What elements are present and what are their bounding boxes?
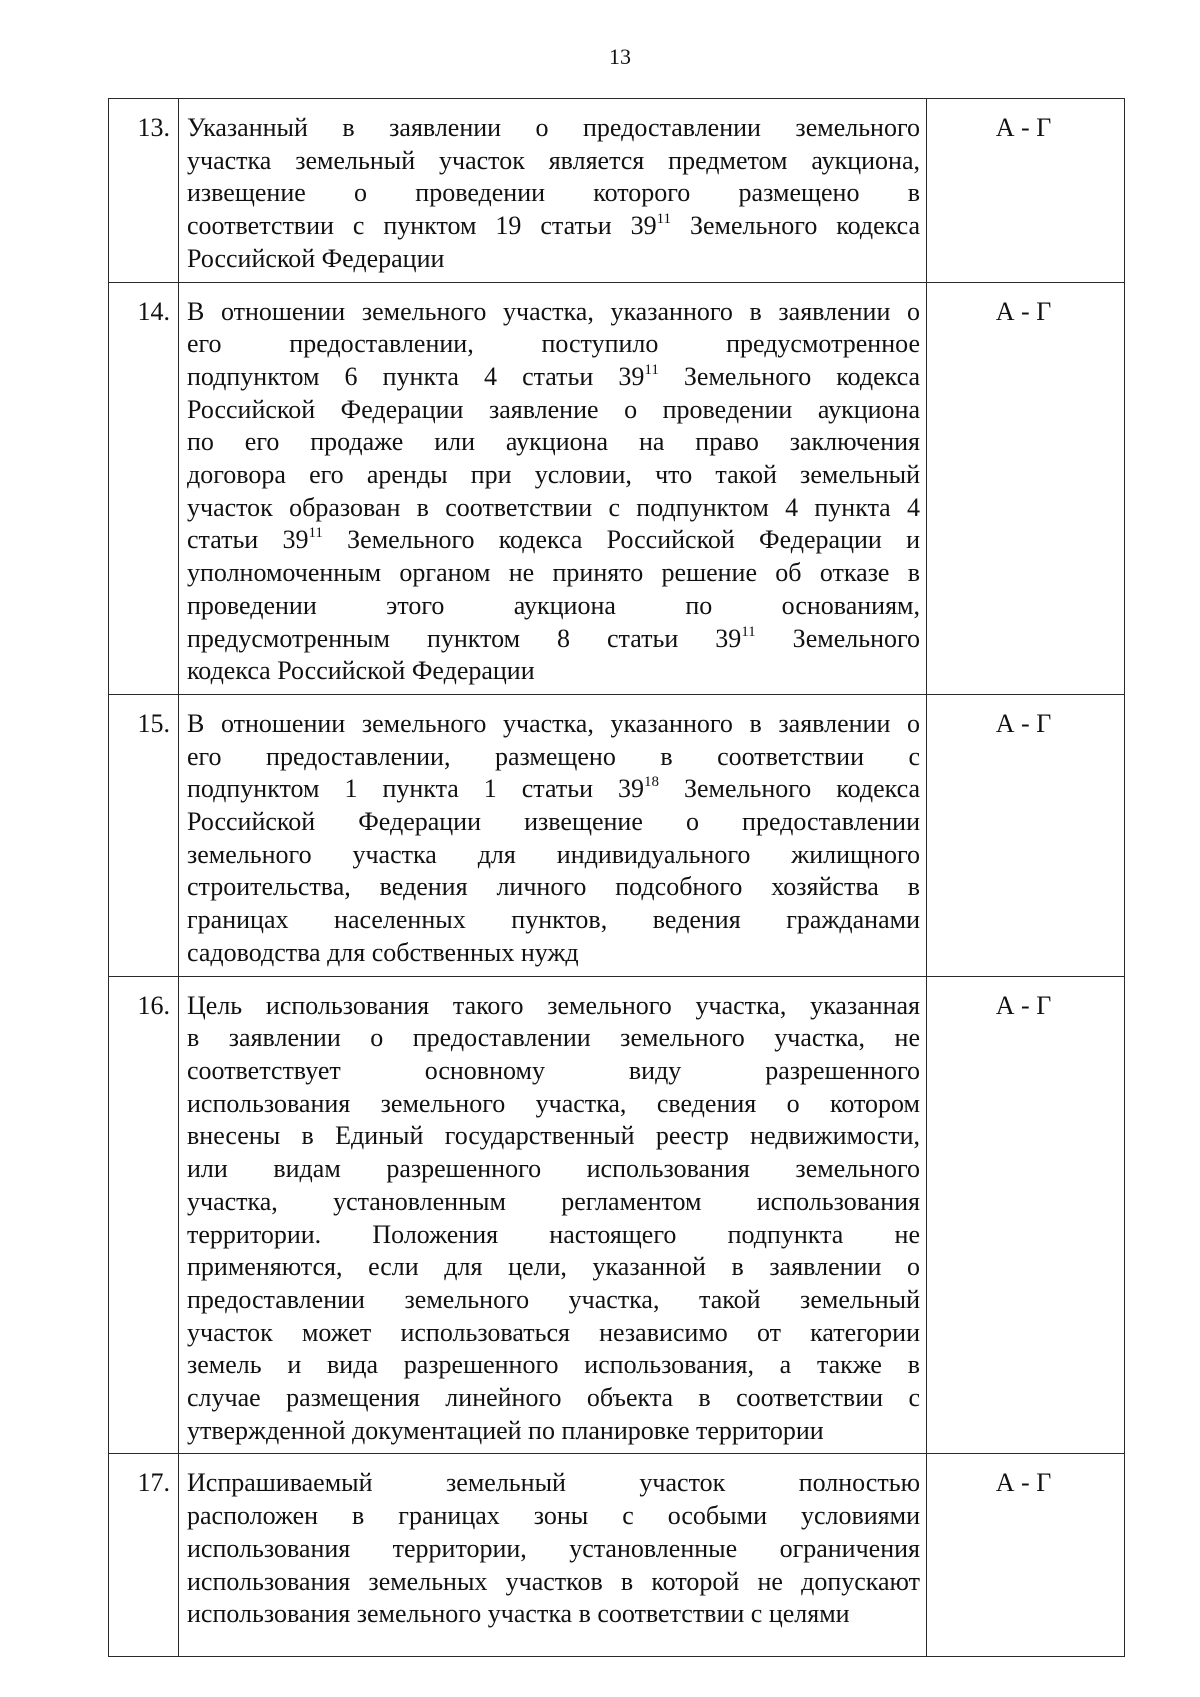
row-code: А - Г (927, 1454, 1125, 1657)
row-code: А - Г (927, 694, 1125, 976)
text-fragment: предусмотренным пунктом 8 статьи 39 (187, 623, 742, 653)
text-line: использования территории, установленные ограничения (187, 1533, 920, 1563)
table-row (109, 99, 1125, 283)
text-line: В отношении земельного участка, указанного в заявлении о (187, 296, 920, 326)
text-line: участок образован в соответствии с подпунктом 4 пункта 4 (187, 492, 920, 522)
text-line (187, 524, 920, 557)
row-text (179, 282, 927, 694)
text-line: извещение о проведении которого размещено в (187, 178, 920, 208)
page-number: 13 (609, 44, 631, 69)
text-line: применяются, если для цели, указанной в заявлении о (187, 1252, 920, 1282)
text-fragment: Земельного кодекса (658, 774, 920, 804)
text-fragment: соответствии с пунктом 19 статьи 39 (187, 211, 657, 241)
text-fragment: подпунктом 1 пункта 1 статьи 39 (187, 774, 644, 804)
row-number: 15. (109, 694, 179, 976)
superscript: 11 (741, 623, 756, 640)
text-line: использования земельного участка, сведения о котором (187, 1088, 920, 1118)
text-line: Российской Федерации (187, 243, 445, 273)
text-line: соответствует основному виду разрешенного (187, 1055, 920, 1085)
superscript: 18 (643, 774, 659, 791)
text-line: земель и вида разрешенного использования, а также в (187, 1350, 920, 1380)
text-line: по его продаже или аукциона на право заключения (187, 427, 920, 457)
text-fragment: Земельного кодекса Российской Федерации и (322, 525, 920, 555)
text-line: использования земельных участков в которой не допускают (187, 1566, 920, 1596)
text-line: договора его аренды при условии, что такой земельный (187, 460, 920, 490)
text-line: строительства, ведения личного подсобного хозяйства в (187, 872, 920, 902)
text-line: или видам разрешенного использования земельного (187, 1154, 920, 1184)
table-row (109, 976, 1125, 1454)
text-line (187, 623, 920, 656)
grounds-table (108, 98, 1125, 1657)
text-line (187, 361, 920, 394)
text-line: внесены в Единый государственный реестр недвижимости, (187, 1121, 920, 1151)
superscript: 11 (656, 211, 672, 228)
text-line: границах населенных пунктов, ведения гражданами (187, 905, 920, 935)
text-line: садоводства для собственных нужд (187, 937, 579, 967)
superscript: 11 (308, 525, 323, 542)
row-number: 17. (109, 1454, 179, 1657)
text-line: предоставлении земельного участка, такой земельный (187, 1284, 920, 1314)
text-fragment: подпунктом 6 пункта 4 статьи 39 (187, 361, 645, 391)
text-line (187, 210, 920, 243)
text-line: В отношении земельного участка, указанного в заявлении о (187, 708, 920, 738)
text-line: Испрашиваемый земельный участок полностью (187, 1468, 920, 1498)
row-text (179, 694, 927, 976)
text-line: участка, установленным регламентом использования (187, 1186, 920, 1216)
table-row (109, 694, 1125, 976)
text-line: кодекса Российской Федерации (187, 656, 535, 686)
text-line: уполномоченным органом не принято решение об отказе в (187, 558, 920, 588)
text-line: Указанный в заявлении о предоставлении земельного (187, 113, 920, 142)
text-line: его предоставлении, поступило предусмотренное (187, 329, 920, 359)
text-line: в заявлении о предоставлении земельного участка, не (187, 1023, 920, 1053)
row-text (179, 99, 927, 283)
row-code: А - Г (927, 976, 1125, 1454)
text-line: Российской Федерации заявление о проведении аукциона (187, 394, 920, 424)
text-line: расположен в границах зоны с особыми условиями (187, 1501, 920, 1531)
superscript: 11 (644, 361, 659, 378)
text-line: территории. Положения настоящего подпункта не (187, 1219, 920, 1249)
row-number: 14. (109, 282, 179, 694)
row-text (179, 1454, 927, 1657)
text-fragment: Земельного кодекса (658, 361, 920, 391)
text-fragment: Земельного (755, 623, 920, 653)
text-line: случае размещения линейного объекта в соответствии с (187, 1383, 920, 1413)
table-row (109, 282, 1125, 694)
text-line: земельного участка для индивидуального жилищного (187, 839, 920, 869)
text-fragment: Земельного кодекса (671, 211, 920, 241)
row-text (179, 976, 927, 1454)
text-line: проведении этого аукциона по основаниям, (187, 590, 920, 620)
table-row (109, 1454, 1125, 1657)
row-code: А - Г (927, 282, 1125, 694)
text-line: Российской Федерации извещение о предоставлении (187, 807, 920, 837)
text-line: участка земельный участок является предметом аукциона, (187, 145, 920, 175)
text-line: Цель использования такого земельного участка, указанная (187, 990, 920, 1020)
text-line: его предоставлении, размещено в соответствии с (187, 741, 920, 771)
row-code: А - Г (927, 99, 1125, 283)
text-line: использования земельного участка в соответствии с целями (187, 1599, 850, 1629)
text-line: участок может использоваться независимо от категории (187, 1317, 920, 1347)
row-number: 13. (109, 99, 179, 283)
text-fragment: статьи 39 (187, 525, 309, 555)
text-line: утвержденной документацией по планировке территории (187, 1415, 824, 1445)
text-line (187, 773, 920, 806)
row-number: 16. (109, 976, 179, 1454)
